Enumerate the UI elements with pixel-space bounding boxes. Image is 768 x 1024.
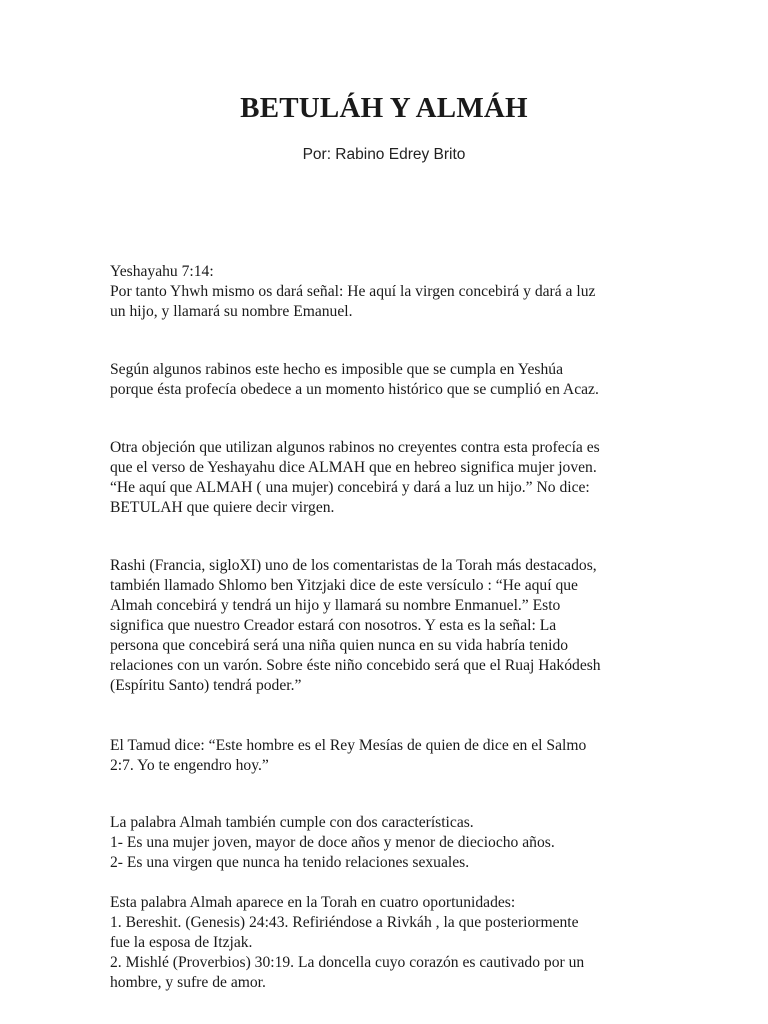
paragraph-rashi-commentary: Rashi (Francia, sigloXI) uno de los comentaristas de la Torah más destacados, también llamado Shlomo ben Yitzjaki dice de este versículo : “He aquí que Almah concebirá y tendrá un hijo y llamará su nombre Enmanuel.” Esto significa que nuestro Creador estará con nosotros. Y esta es la señal: La persona que concebirá será una niña quien nunca en su vida habría tenido relaciones con un varón. Sobre éste niño concebido será que el Ruaj Hakódesh (Espíritu Santo) tendrá poder.”: [110, 557, 601, 694]
paragraph-almah-occurrences: Esta palabra Almah aparece en la Torah en cuatro oportunidades: 1. Bereshit. (Genesis) 24:43. Refiriéndose a Rivkáh , la que posteriormente fue la esposa de Itzjak. 2. Mishlé (Proverbios) 30:19. La doncella cuyo corazón es cautivado por un hombre, y sufre de amor.: [110, 894, 585, 991]
paragraph-almah-characteristics: La palabra Almah también cumple con dos características. 1- Es una mujer joven, mayor de doce años y menor de dieciocho años. 2- Es una virgen que nunca ha tenido relaciones sexuales.: [110, 814, 555, 871]
paragraph-talmud-quote: El Tamud dice: “Este hombre es el Rey Mesías de quien de dice en el Salmo 2:7. Yo te engendro hoy.”: [110, 737, 587, 774]
paragraph-yeshayahu-verse: Yeshayahu 7:14: Por tanto Yhwh mismo os dará señal: He aquí la virgen concebirá y dará a luz un hijo, y llamará su nombre Emanuel.: [110, 263, 596, 320]
document-title: BETULÁH Y ALMÁH: [240, 92, 528, 124]
document-author: Por: Rabino Edrey Brito: [302, 146, 466, 163]
paragraph-almah-objection: Otra objeción que utilizan algunos rabinos no creyentes contra esta profecía es que el verso de Yeshayahu dice ALMAH que en hebreo significa mujer joven. “He aquí que ALMAH ( una mujer) concebirá y dará a luz un hijo.” No dice: BETULAH que quiere decir virgen.: [110, 439, 600, 516]
paragraph-rabbis-objection: Según algunos rabinos este hecho es imposible que se cumpla en Yeshúa porque ésta profecía obedece a un momento histórico que se cumplió en Acaz.: [110, 361, 599, 398]
